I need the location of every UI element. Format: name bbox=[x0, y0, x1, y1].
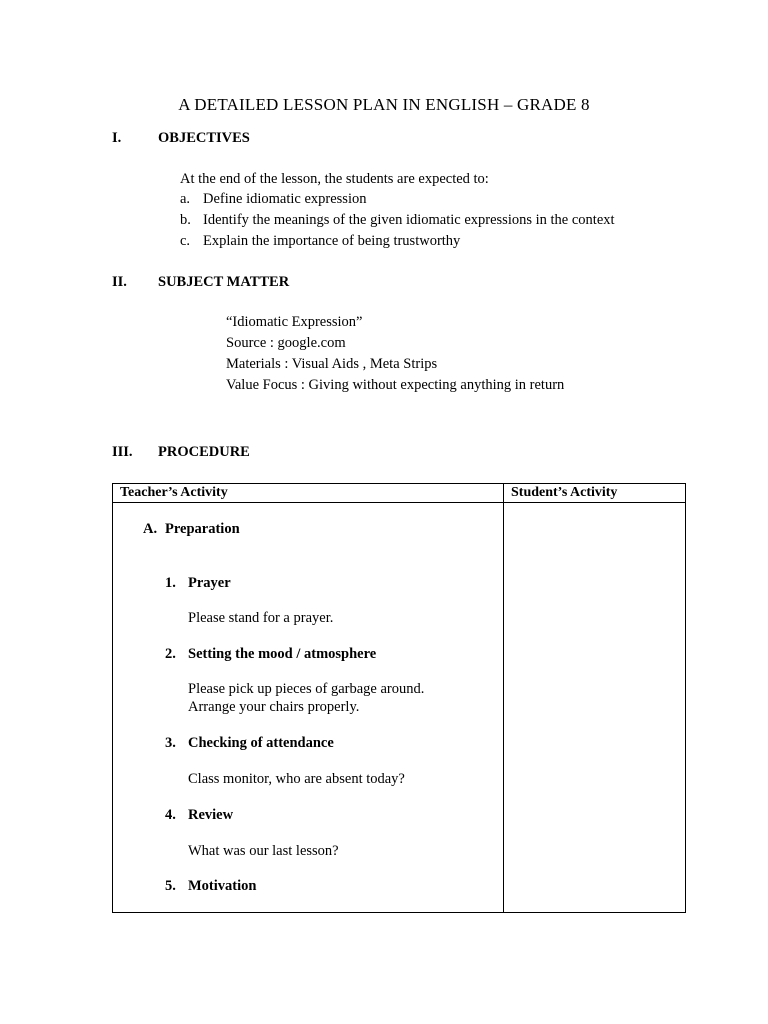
subject-value-focus: Value Focus : Giving without expecting anything in return bbox=[226, 377, 565, 393]
objectives-number: I. bbox=[112, 130, 122, 146]
teacher-activity-header: Teacher’s Activity bbox=[113, 484, 504, 503]
step-text: Please pick up pieces of garbage around. bbox=[188, 681, 425, 697]
step-title: Motivation bbox=[188, 878, 257, 894]
student-activity-cell bbox=[504, 503, 686, 913]
objective-item bbox=[180, 212, 615, 229]
procedure-table bbox=[112, 483, 686, 913]
objective-letter: a. bbox=[180, 191, 191, 207]
step-number: 2. bbox=[165, 646, 176, 662]
subject-topic: “Idiomatic Expression” bbox=[226, 314, 363, 330]
objective-text: Define idiomatic expression bbox=[203, 191, 367, 207]
subject-matter-heading: SUBJECT MATTER bbox=[158, 274, 290, 290]
step-title: Review bbox=[188, 807, 234, 823]
objective-item bbox=[180, 233, 460, 250]
objective-letter: c. bbox=[180, 233, 191, 249]
objective-text: Explain the importance of being trustworthy bbox=[203, 233, 461, 249]
objectives-heading: OBJECTIVES bbox=[158, 130, 250, 146]
procedure-number: III. bbox=[112, 444, 133, 460]
objective-text: Identify the meanings of the given idiomatic expressions in the context bbox=[203, 212, 615, 228]
objective-letter: b. bbox=[180, 212, 191, 228]
step-number: 3. bbox=[165, 735, 176, 751]
teacher-activity-cell bbox=[113, 503, 504, 913]
step-text: Class monitor, who are absent today? bbox=[188, 771, 405, 787]
section-letter: A. bbox=[143, 521, 158, 537]
step-number: 1. bbox=[165, 575, 176, 591]
document-title: A DETAILED LESSON PLAN IN ENGLISH – GRADE 8 bbox=[178, 95, 590, 114]
objectives-intro: At the end of the lesson, the students are expected to: bbox=[180, 171, 489, 187]
step-title: Checking of attendance bbox=[188, 735, 334, 751]
step-title: Setting the mood / atmosphere bbox=[188, 646, 377, 662]
step-text: Please stand for a prayer. bbox=[188, 610, 334, 626]
procedure-heading: PROCEDURE bbox=[158, 444, 250, 460]
step-title: Prayer bbox=[188, 575, 231, 591]
step-text: Arrange your chairs properly. bbox=[188, 699, 360, 715]
step-text: What was our last lesson? bbox=[188, 843, 339, 859]
subject-materials: Materials : Visual Aids , Meta Strips bbox=[226, 356, 438, 372]
subject-source: Source : google.com bbox=[226, 335, 346, 351]
objective-item bbox=[180, 191, 366, 208]
step-number: 4. bbox=[165, 807, 176, 823]
step-number: 5. bbox=[165, 878, 176, 894]
student-activity-header: Student’s Activity bbox=[504, 484, 686, 503]
section-title: Preparation bbox=[165, 521, 240, 537]
subject-matter-number: II. bbox=[112, 274, 127, 290]
